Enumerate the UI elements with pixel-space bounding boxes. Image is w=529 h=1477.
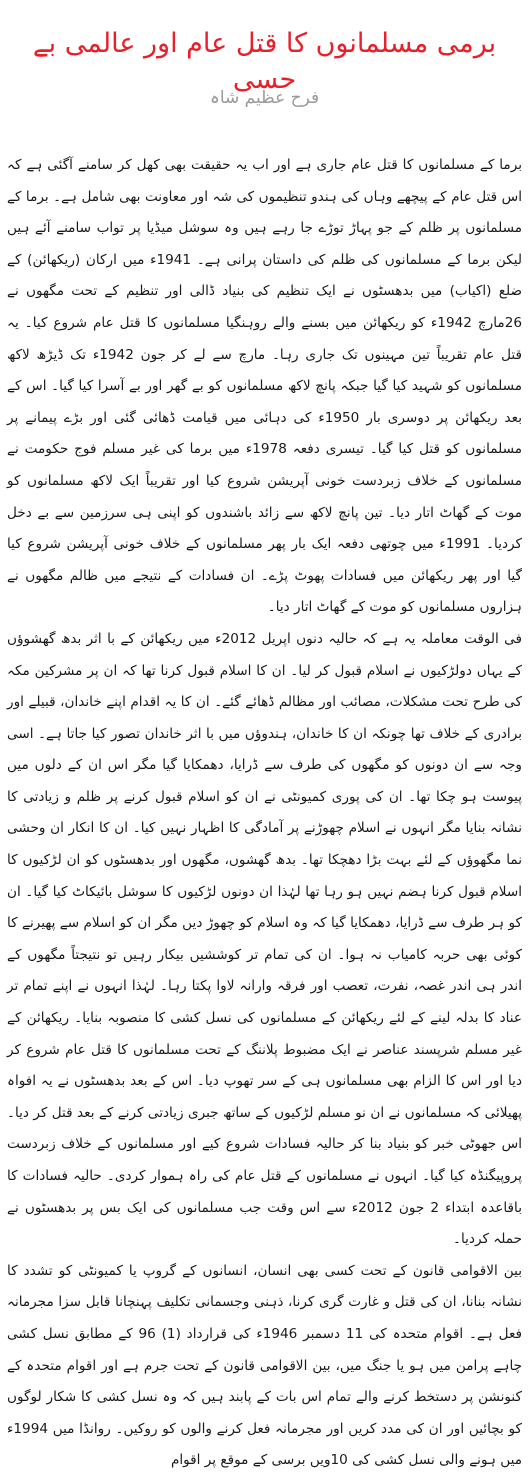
paragraph: برما کے مسلمانوں کا قتل عام جاری ہے اور اب یہ حقیقت بھی کھل کر سامنے آگئی ہے کہ اس قتل عام کے پیچھے وہاں کی ہندو تنظیموں کی شہ اور معاونت بھی شامل ہے۔ برما کے مسلمانوں پر ظلم کے جو پہاڑ توڑے جا رہے ہیں وہ سوشل میڈیا پر تواب سامنے آئے ہیں لیکن برما کے مسلمانوں کی ظلم کی داستان پرانی ہے۔ 1941ء میں ارکان (ریکھائن) کے ضلع (اکیاب) میں بدھسٹوں نے ایک تنظیم کی بنیاد ڈالی اور تنظیم کے تحت مگھوں نے 26مارچ 1942ء کو ریکھائن میں بسنے والے روہنگیا مسلمانوں کا قتل عام شروع کیا۔ یہ قتل عام تقریباً تین مہینوں تک جاری رہا۔ مارچ سے لے کر جون 1942ء تک ڈیڑھ لاکھ مسلمانوں کو شہید کیا گیا جبکہ پانچ لاکھ مسلمانوں کو بے گھر اور بے آسرا کیا گیا۔ اس کے بعد ریکھائن پر دوسری بار 1950ء کی دہائی میں قیامت ڈھائی گئی اور بڑے پیمانے پر مسلمانوں کو قتل کیا گیا۔ تیسری دفعہ 1978ء میں برما کی غیر مسلم فوج حکومت نے مسلمانوں کے خلاف زبردست خونی آپریشن شروع کیا اور تقریباً ایک لاکھ مسلمانوں کو موت کے گھاٹ اتار دیا۔ تین پانچ لاکھ سے زائد باشندوں کو اپنی ہی سرزمین سے بے دخل کردیا۔ 1991ء میں چوتھی دفعہ ایک بار پھر مسلمانوں کے خلاف خونی آپریشن شروع کیا گیا اور پھر ریکھائن میں فسادات پھوٹ پڑے۔ ان فسادات کے نتیجے میں ظالم مگھوں نے ہزاروں مسلمانوں کو موت کے گھاٹ اتار دیا۔ bbox=[7, 157, 523, 616]
paragraph: فی الوقت معاملہ یہ ہے کہ حالیہ دنوں اپریل 2012ء میں ریکھائن کے با اثر بدھ گھشوؤں کے یہاں دولڑکیوں نے اسلام قبول کر لیا۔ ان کا اسلام قبول کرنا تھا کہ ان پر مشرکین مکہ کی طرح تحت مشکلات، مصائب اور مظالم ڈھائے گئے۔ ان کا یہ اقدام اپنے خاندان، قبیلے اور برادری کے خلاف تھا چونکہ ان کا خاندان، ہندوؤں میں با اثر خاندان تصور کیا جاتا ہے۔ اسی وجہ سے ان دونوں کو مگھوں کی طرف سے ڈرایا، دھمکایا گیا مگر اس ان کے دلوں میں پیوست ہو چکا تھا۔ ان کی پوری کمیونٹی نے ان کو اسلام قبول کرنے پر ظلم و زیادتی کا نشانہ بنایا مگر انہوں نے اسلام چھوڑنے پر آمادگی کا اظہار نہیں کیا۔ ان کا انکار ان وحشی نما مگھوؤں کے لئے بہت بڑا دھچکا تھا۔ بدھ گھشوں، مگھوں اور بدھسٹوں کو ان لڑکیوں کا اسلام قبول کرنا ہضم نہیں ہو رہا تھا لہٰذا ان دونوں لڑکیوں کا سوشل بائیکاٹ کیا گیا۔ ان کو ہر طرف سے ڈرایا، دھمکایا گیا کہ وہ اسلام کو چھوڑ دیں مگر ان کو اسلام سے پھیرنے کا کوئی بھی حربہ کامیاب نہ ہوا۔ ان کی تمام تر کوششیں بیکار رہیں تو نتیجتاً مگھوں کے اندر ہی اندر غصہ، نفرت، تعصب اور فرقہ وارانہ لاوا پکتا رہا۔ لہٰذا انہوں نے اپنے تمام تر عناد کا بدلہ لینے کے لئے ریکھائن کے مسلمانوں کی نسل کشی کا منصوبہ بنایا۔ ریکھائن کے غیر مسلم شرپسند عناصر نے ایک مضبوط پلاننگ کے تحت مسلمانوں کا قتل عام شروع کر دیا اور اس کا الزام بھی مسلمانوں ہی کے سر تھوپ دیا۔ اس کے بعد بدھسٹوں نے یہ افواہ پھیلائی کہ مسلمانوں نے ان نو مسلم لڑکیوں کے ساتھ جبری زیادتی کرنے کے بعد قتل کر دیا۔ اس جھوٹی خبر کو بنیاد بنا کر حالیہ فسادات شروع کیے اور مسلمانوں کے خلاف زبردست پروپیگنڈہ کیا گیا۔ انہوں نے مسلمانوں کے قتل عام کی راہ ہموار کردی۔ حالیہ فسادات کا باقاعدہ ابتداء 2 جون 2012ء سے اس وقت جب مسلمانوں کی ایک بس پر بدھسٹوں نے حملہ کردیا۔ bbox=[7, 630, 522, 1248]
author-name: فرح عظیم شاہ bbox=[209, 88, 320, 108]
paragraph: بین الاقوامی قانون کے تحت کسی بھی انسان، انسانوں کے گروپ یا کمیونٹی کو تشدد کا نشانہ بنانا، ان کی قتل و غارت گری کرنا، ذہنی وجسمانی تکلیف پہنچانا قابل سزا مجرمانہ فعل ہے۔ اقوام متحدہ کی 11 دسمبر 1946ء کی قرارداد (1) 96 کے مطابق نسل کشی چاہے پرامن میں ہو یا جنگ میں، بین الاقوامی قانون کے تحت جرم ہے اور اقوام متحدہ کے کنونشن پر دستخط کرنے والے تمام اس بات کے پابند ہیں کہ وہ نسل کشی کا شکار لوگوں کو بچائیں اور ان کی مدد کریں اور مجرمانہ فعل کرنے والوں کو روکیں۔ روانڈا میں 1994ء میں ہونے والی نسل کشی کی 10ویں برسی کے موقع پر اقوام bbox=[7, 1262, 522, 1469]
article-body bbox=[7, 150, 522, 1477]
article-title: برمی مسلمانوں کا قتل عام اور عالمی بے حسی bbox=[32, 28, 497, 96]
